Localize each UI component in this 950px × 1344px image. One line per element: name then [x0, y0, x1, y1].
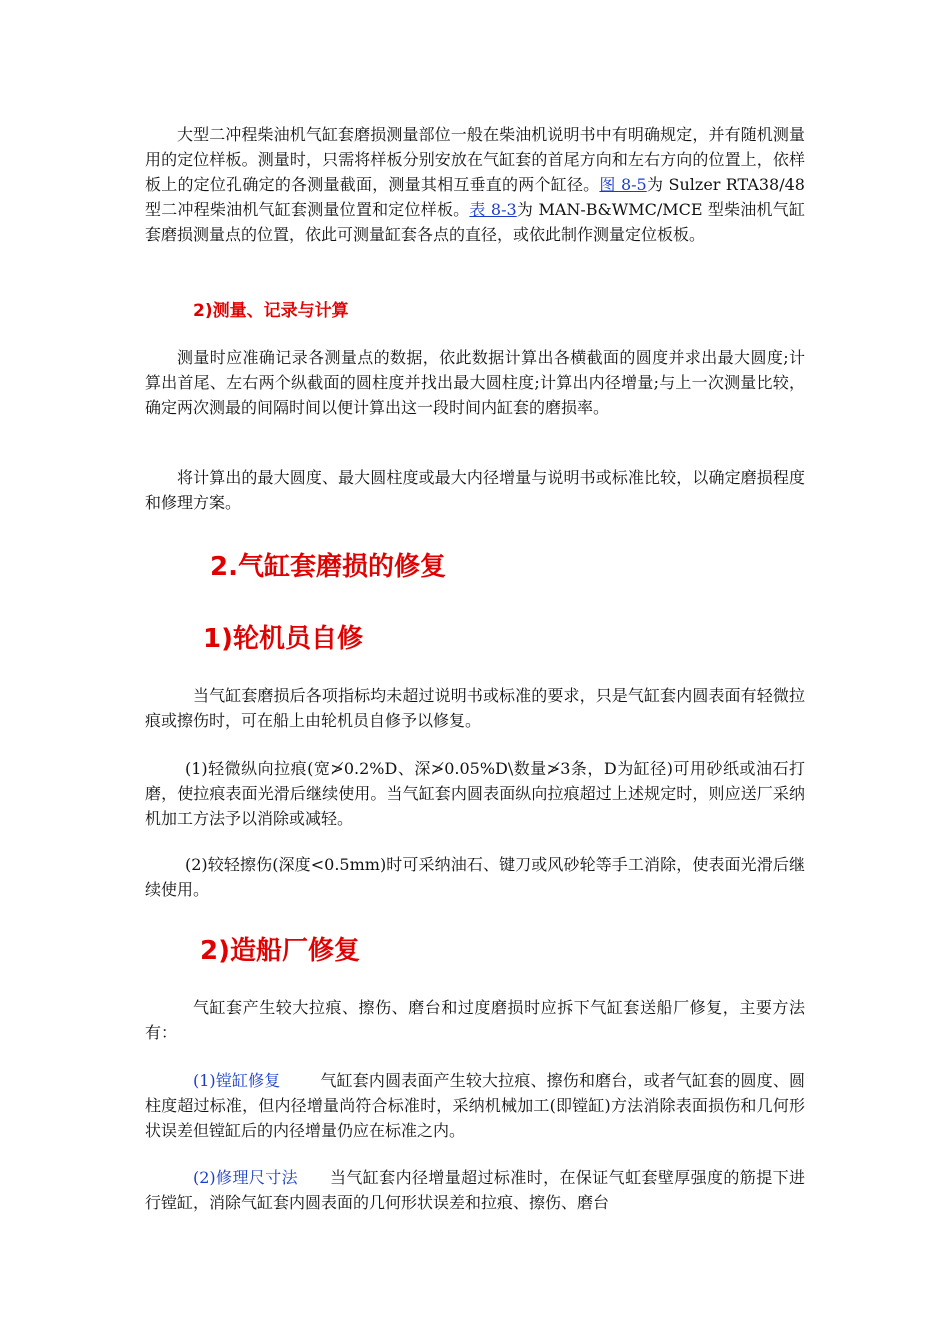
paragraph-measure-record [145, 345, 805, 420]
para-text: 气缸套产生较大拉痕、擦伤、磨台和过度磨损时应拆下气缸套送船厂修复，主要方法有： [145, 998, 805, 1042]
paragraph-measurement-position [145, 122, 805, 247]
paragraph-shipyard-intro [145, 995, 805, 1045]
figure-8-5-link[interactable]: 图 8-5 [599, 175, 647, 194]
para-text: 当气缸套磨损后各项指标均未超过说明书或标准的要求，只是气缸套内圆表面有轻微拉痕或擦伤时，可在船上由轮机员自修予以修复。 [145, 686, 805, 730]
para-text: 为 MAN-B&WMC/MCE 型柴油机气缸套磨损测量点的位置，依此可测量缸套各点的直径，或依此制作测量定位板板。 [145, 200, 805, 244]
para-text: 大型二冲程柴油机气缸套磨损测量部位一般在柴油机说明书中有明确规定，并有随机测量用的定位样板。测量时，只需将样板分别安放在气缸套的首尾方向和左右方向的位置上，依样板上的定位孔确定的各测量截面，测量其相互垂直的两个缸径。 [145, 125, 805, 194]
repair-size-label: (2)修理尺寸法 [193, 1168, 299, 1187]
paragraph-boring-repair [145, 1068, 805, 1143]
paragraph-compare-standard [145, 465, 805, 515]
para-text: 为 Sulzer RTA38/48 型二冲程柴油机气缸套测量位置和定位样板。 [145, 175, 805, 219]
boring-repair-label: (1)镗缸修复 [193, 1071, 281, 1090]
heading-engineer-self-repair: 1)轮机员自修 [203, 624, 363, 654]
para-text: (2)较轻擦伤(深度<0.5mm)时可采纳油石、键刀或风砂轮等手工消除，使表面光滑后继续使用。 [145, 855, 805, 899]
heading-shipyard-repair: 2)造船厂修复 [200, 936, 360, 966]
paragraph-light-abrasion [145, 852, 805, 902]
heading-measure-record-calc: 2)测量、记录与计算 [193, 301, 349, 321]
para-text: 将计算出的最大圆度、最大圆柱度或最大内径增量与说明书或标准比较，以确定磨损程度和修理方案。 [145, 468, 805, 512]
paragraph-light-scratch [145, 756, 805, 831]
para-text: 气缸套内圆表面产生较大拉痕、擦伤和磨台，或者气缸套的圆度、圆柱度超过标准，但内径增量尚符合标准时，采纳机械加工(即镗缸)方法消除表面损伤和几何形状误差但镗缸后的内径增量仍应在标准之内。 [145, 1071, 805, 1140]
paragraph-repair-size-method [145, 1165, 805, 1215]
table-8-3-link[interactable]: 表 8-3 [469, 200, 517, 219]
para-text: 当气缸套内径增量超过标准时，在保证气虹套壁厚强度的筋提下进行镗缸，消除气缸套内圆表面的几何形状误差和拉痕、擦伤、磨台 [145, 1168, 805, 1212]
para-text: 测量时应准确记录各测量点的数据，依此数据计算出各横截面的圆度并求出最大圆度;计算出首尾、左右两个纵截面的圆柱度并找出最大圆柱度;计算出内径增量;与上一次测量比较，确定两次测最的间隔时间以便计算出这一段时间内缸套的磨损率。 [145, 348, 805, 417]
para-text: (1)轻微纵向拉痕(宽≯0.2%D、深≯0.05%D\数量≯3条，D为缸径)可用砂纸或油石打磨，使拉痕表面光滑后继续使用。当气缸套内圆表面纵向拉痕超过上述规定时，则应送厂采纳机加工方法予以消除或减轻。 [145, 759, 805, 828]
paragraph-self-repair-intro [145, 683, 805, 733]
heading-liner-wear-repair: 2.气缸套磨损的修复 [210, 552, 446, 582]
